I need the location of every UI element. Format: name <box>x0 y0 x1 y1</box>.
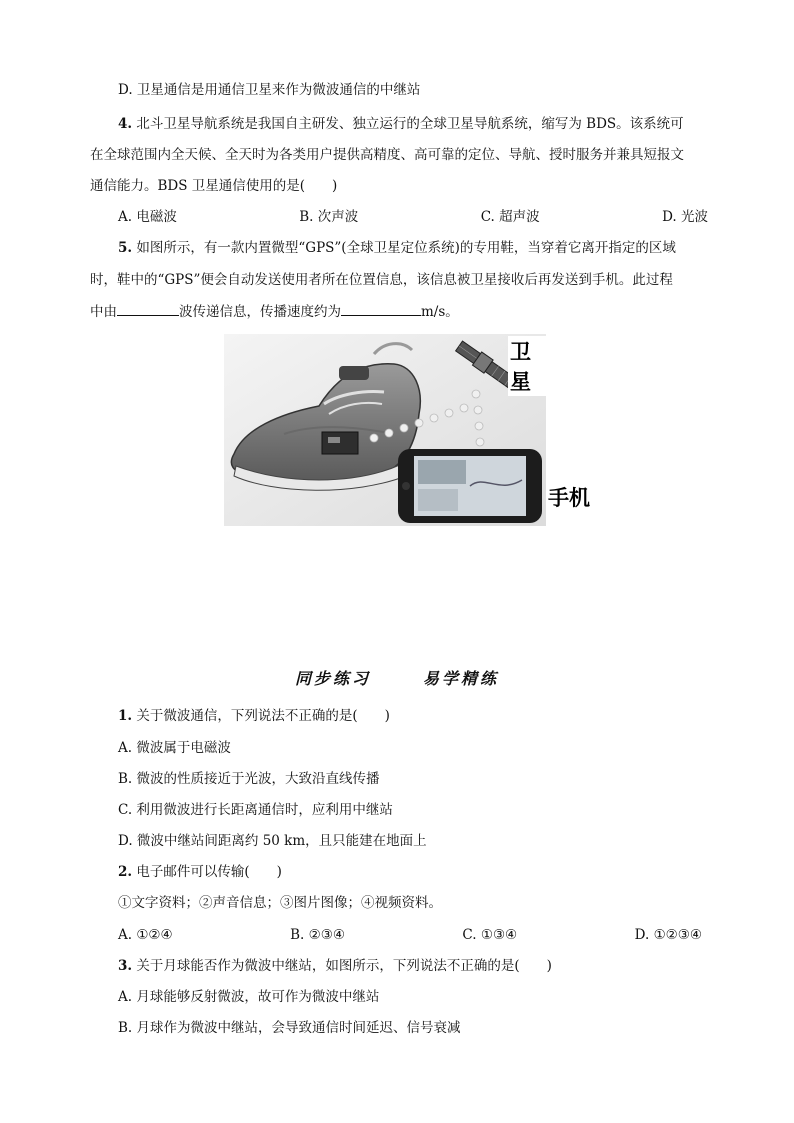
p2-q3-stem <box>118 956 552 976</box>
p2-q3-number: 3. <box>118 958 133 974</box>
p2-q2-option-a: A. ①②④ <box>118 927 173 943</box>
q4-line2: 在全球范围内全天候、全天时为各类用户提供高精度、高可靠的定位、导航、授时服务并兼具短报文 <box>90 147 684 163</box>
p2-q1-number: 1. <box>118 708 133 724</box>
section-title-right: 易学精练 <box>423 669 500 688</box>
section-title <box>0 666 794 689</box>
p2-q2-option-d: D. ①②③④ <box>634 927 702 943</box>
phone-icon <box>398 449 542 523</box>
q4-text-1: 北斗卫星导航系统是我国自主研发、独立运行的全球卫星导航系统，缩写为 BDS。该系统可 <box>136 116 684 132</box>
p2-q2-stem <box>118 862 282 882</box>
figure-illustration <box>224 334 546 526</box>
p2-q3-text: 关于月球能否作为微波中继站，如图所示，下列说法不正确的是( ) <box>136 958 552 974</box>
q3-option-d: D. 卫星通信是用通信卫星来作为微波通信的中继站 <box>118 82 421 98</box>
q4-options <box>118 207 708 227</box>
section-title-left: 同步练习 <box>294 669 371 688</box>
answer-blank-1[interactable] <box>117 301 179 316</box>
p2-q3-option-a: A. 月球能够反射微波，故可作为微波中继站 <box>118 989 380 1005</box>
p2-q2-items: ①文字资料；②声音信息；③图片图像；④视频资料。 <box>118 895 442 911</box>
p2-q1-option-d: D. 微波中继站间距离约 50 km，且只能建在地面上 <box>118 833 427 849</box>
p2-q1-text: 关于微波通信，下列说法不正确的是( ) <box>136 708 390 724</box>
q5-text-1: 如图所示，有一款内置微型“GPS”(全球卫星定位系统)的专用鞋，当穿着它离开指定的区域 <box>136 240 676 256</box>
p2-q1-option-a: A. 微波属于电磁波 <box>118 740 231 756</box>
p2-q1-option-b: B. 微波的性质接近于光波，大致沿直线传播 <box>118 771 380 787</box>
q4-number: 4. <box>118 116 133 132</box>
p2-q3-option-b: B. 月球作为微波中继站，会导致通信时间延迟、信号衰减 <box>118 1020 461 1036</box>
q5-line2: 时，鞋中的“GPS”便会自动发送使用者所在位置信息，该信息被卫星接收后再发送到手机。此过程 <box>90 272 673 288</box>
q4-line3: 通信能力。BDS 卫星通信使用的是( ) <box>90 178 338 194</box>
p2-q1-option-c: C. 利用微波进行长距离通信时，应利用中继站 <box>118 802 393 818</box>
q5-text-3c: m/s。 <box>421 304 459 320</box>
q5-text-3b: 波传递信息，传播速度约为 <box>179 304 341 320</box>
q4-option-c: C. 超声波 <box>480 209 540 225</box>
p2-q2-option-c: C. ①③④ <box>462 927 518 943</box>
q5-number: 5. <box>118 240 133 256</box>
q5-text-3a: 中由 <box>90 304 117 320</box>
q5-line1 <box>118 238 676 258</box>
p2-q2-option-b: B. ②③④ <box>290 927 345 943</box>
answer-blank-2[interactable] <box>341 301 421 316</box>
p2-q2-number: 2. <box>118 864 133 880</box>
gps-shoe-figure <box>224 334 546 526</box>
q4-option-a: A. 电磁波 <box>118 209 177 225</box>
phone-label-outer: 手机 <box>548 486 590 510</box>
q4-option-d: D. 光波 <box>662 209 708 225</box>
q5-line3 <box>90 301 459 322</box>
p2-q2-options <box>118 925 702 945</box>
q4-option-b: B. 次声波 <box>299 209 359 225</box>
p2-q2-text: 电子邮件可以传输( ) <box>136 864 282 880</box>
p2-q1-stem <box>118 706 390 726</box>
satellite-label: 卫星 <box>508 336 546 396</box>
q4-line1 <box>118 114 684 134</box>
